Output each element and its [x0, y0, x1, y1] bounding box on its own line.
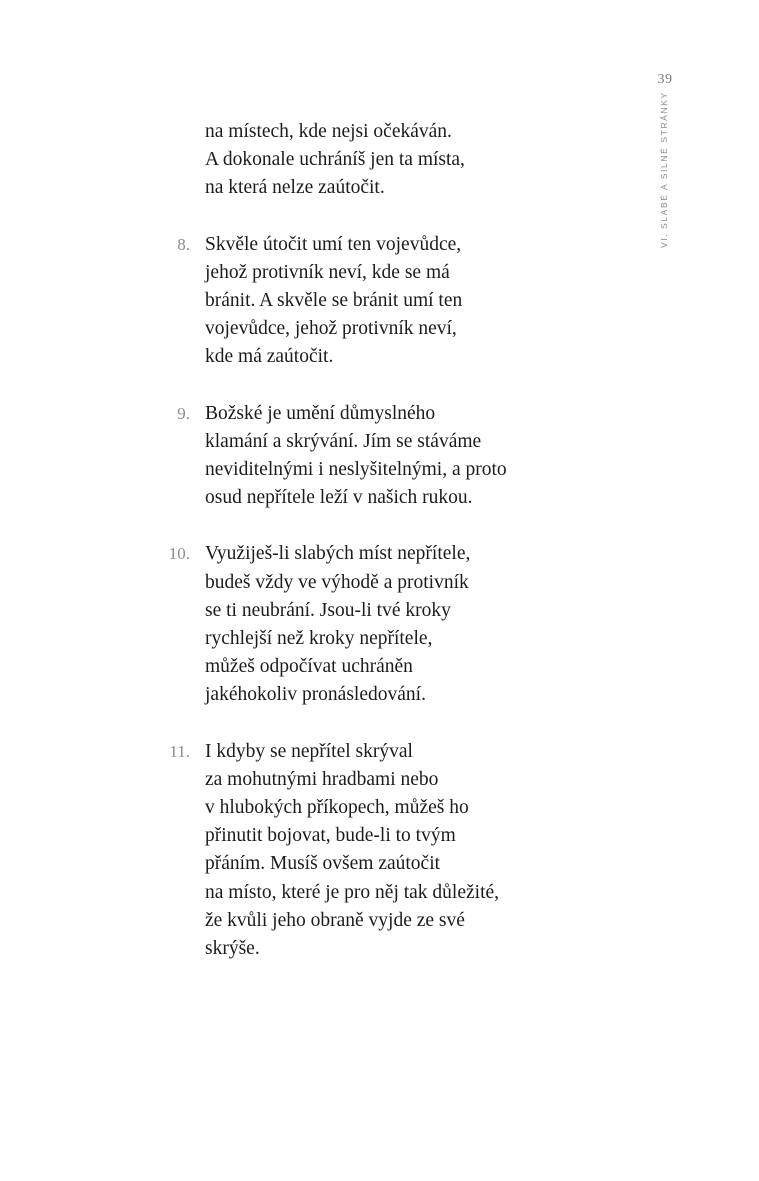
verse-number: 10.: [168, 544, 190, 564]
verse-line: na místech, kde nejsi očekáván.: [205, 121, 452, 142]
verse-number: 11.: [169, 741, 190, 761]
verse-line: kde má zaútočit.: [205, 346, 334, 368]
verse-line: neviditelnými i neslyšitelnými, a proto: [205, 459, 507, 481]
verse-line: přáním. Musíš ovšem zaútočit: [205, 853, 441, 875]
verse-line: Božské je umění důmyslného: [205, 402, 436, 424]
verse-line: rychlejší než kroky nepřítele,: [205, 628, 433, 650]
verse-line: jehož protivník neví, kde se má: [205, 261, 450, 283]
verse-line: budeš vždy ve výhodě a protivník: [205, 571, 469, 593]
verse-line: můžeš odpočívat uchráněn: [205, 656, 413, 678]
verse-line: I kdyby se nepřítel skrýval: [205, 740, 413, 762]
verse-line: v hlubokých příkopech, můžeš ho: [205, 797, 469, 819]
verse-text: [205, 118, 545, 203]
verse-8: [0, 231, 759, 372]
verse-list: [0, 118, 759, 991]
verse-10: [0, 540, 759, 709]
verse-line: Využiješ-li slabých míst nepřítele,: [205, 543, 471, 565]
verse-line: se ti neubrání. Jsou-li tvé kroky: [205, 599, 451, 621]
verse-line: přinutit bojovat, bude-li to tvým: [205, 825, 456, 847]
verse-line: osud nepřítele leží v našich rukou.: [205, 487, 473, 509]
running-head: VI. SLABÉ A SILNÉ STRÁNKY: [659, 91, 669, 248]
verse-text: [205, 540, 545, 709]
page-number: 39: [657, 72, 673, 87]
verse-line: bránit. A skvěle se bránit umí ten: [205, 290, 463, 312]
verse-number: 8.: [177, 234, 190, 254]
verse-11: [0, 738, 759, 964]
verse-line: na která nelze zaútočit.: [205, 177, 385, 199]
verse-line: jakéhokoliv pronásledování.: [205, 684, 426, 706]
verse-continued: [0, 118, 759, 203]
verse-line: klamání a skrývání. Jím se stáváme: [205, 430, 482, 452]
verse-line: za mohutnými hradbami nebo: [205, 768, 439, 790]
verse-number: 9.: [177, 403, 190, 423]
verse-9: [0, 400, 759, 513]
verse-text: [205, 231, 545, 372]
verse-line: Skvěle útočit umí ten vojevůdce,: [205, 233, 462, 255]
verse-text: [205, 400, 545, 513]
verse-line: skrýše.: [205, 938, 260, 960]
verse-line: A dokonale uchráníš jen ta místa,: [205, 149, 465, 171]
verse-line: že kvůli jeho obraně vyjde ze své: [205, 909, 465, 931]
verse-line: na místo, které je pro něj tak důležité,: [205, 881, 500, 903]
verse-text: [205, 738, 545, 964]
verse-line: vojevůdce, jehož protivník neví,: [205, 318, 457, 340]
